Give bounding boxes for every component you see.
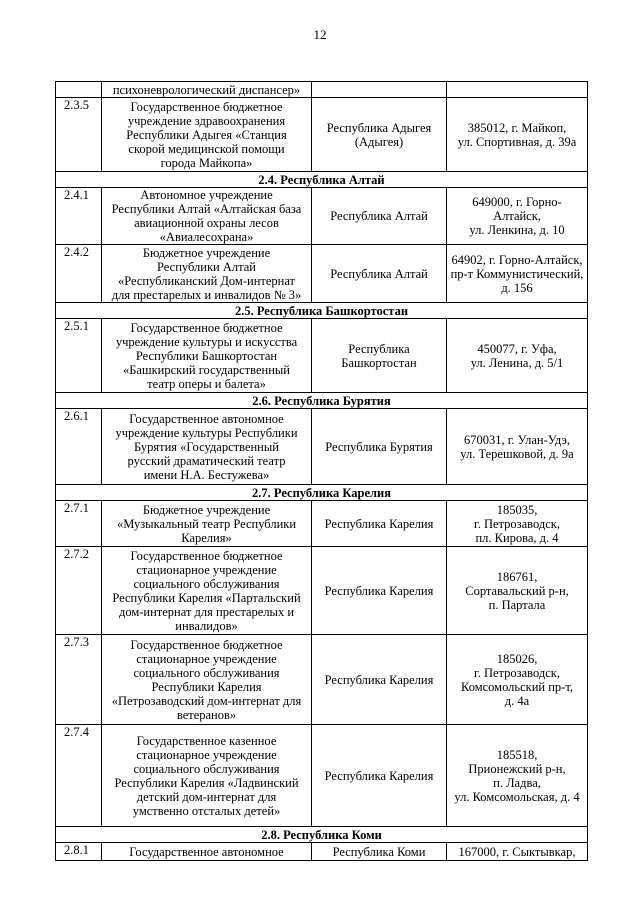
- table-body: [56, 82, 588, 861]
- address-line: Сортавальский р-н,: [465, 583, 569, 598]
- institution-name-line: Республики Карелия: [151, 679, 262, 694]
- institution-name: [102, 98, 312, 172]
- institution-name: [102, 547, 312, 635]
- institution-name-line: «Башкирский государственный: [123, 362, 290, 377]
- table-row: [56, 725, 588, 827]
- institution-name: [102, 409, 312, 485]
- section-row: [56, 303, 588, 319]
- row-number: 2.4.1: [56, 188, 102, 245]
- address-line: 64902, г. Горно-Алтайск,: [451, 252, 583, 267]
- institution-name-line: Республики Адыгея «Станция: [126, 127, 287, 142]
- region-name-line: Республика Карелия: [324, 672, 434, 687]
- address-line: пр-т Коммунистический,: [450, 266, 584, 281]
- institution-name-line: социального обслуживания: [133, 576, 280, 591]
- section-title: 2.4. Республика Алтай: [56, 172, 588, 188]
- table-row: [56, 843, 588, 861]
- address-line: 185026,: [496, 651, 538, 666]
- address-line: ул. Комсомольская, д. 4: [454, 789, 580, 804]
- address: [447, 409, 588, 485]
- institution-name-line: Государственное бюджетное: [130, 637, 283, 652]
- institution-name-line: Республики Башкортостан: [135, 348, 278, 363]
- region-name-line: Республика Коми: [332, 844, 426, 859]
- institution-name: [102, 245, 312, 303]
- table-row: [56, 82, 588, 98]
- row-number: 2.7.2: [56, 547, 102, 635]
- institution-name-line: Государственное казенное: [136, 733, 277, 748]
- address: [447, 245, 588, 303]
- institution-name-line: Бюджетное учреждение: [142, 245, 271, 260]
- institution-name-line: социального обслуживания: [133, 665, 280, 680]
- institution-name-line: «Петрозаводский дом-интернат для: [111, 693, 302, 708]
- address: [447, 501, 588, 547]
- region-name-line: Республика Алтай: [330, 266, 428, 281]
- institution-name: [102, 635, 312, 725]
- institution-name-line: города Майкопа»: [160, 155, 253, 170]
- table-row: [56, 188, 588, 245]
- region-name-line: Республика Алтай: [330, 209, 428, 223]
- address-line: 185035,: [496, 502, 538, 517]
- page-number: 12: [313, 27, 327, 42]
- address-line: ул. Спортивная, д. 39а: [457, 134, 577, 149]
- table-row: [56, 547, 588, 635]
- region-name-line: Республика Бурятия: [325, 439, 433, 454]
- institution-name-line: театр оперы и балета»: [147, 376, 266, 391]
- section-title: 2.8. Республика Коми: [56, 827, 588, 843]
- institution-name-line: имени Н.А. Бестужева»: [143, 467, 270, 482]
- address-line: ул. Ленина, д. 5/1: [470, 355, 564, 370]
- section-row: [56, 485, 588, 501]
- institution-name-line: «Музыкальный театр Республики: [116, 516, 297, 531]
- table-row: [56, 501, 588, 547]
- section-title: 2.6. Республика Бурятия: [56, 393, 588, 409]
- address-line: 450077, г. Уфа,: [477, 341, 557, 356]
- region-name-line: Республика Адыгея: [326, 120, 432, 135]
- institution-name-line: русский драматический театр: [127, 453, 286, 468]
- institution-name: [102, 501, 312, 547]
- institution-name-line: «Республиканский Дом-интернат: [117, 273, 296, 288]
- institution-name-line: социального обслуживания: [133, 761, 280, 776]
- institution-name-line: Государственное автономное: [129, 844, 284, 859]
- region-name: [312, 245, 447, 303]
- region-name-line: Республика Карелия: [324, 583, 434, 598]
- region-name: [312, 501, 447, 547]
- institution-name-line: умственно отсталых детей»: [132, 803, 281, 818]
- region-name: [312, 409, 447, 485]
- section-row: [56, 393, 588, 409]
- institution-name-line: «Авиалесохрана»: [159, 230, 254, 244]
- address-line: 670031, г. Улан-Удэ,: [463, 432, 571, 447]
- region-name-line: Республика Карелия: [324, 768, 434, 783]
- institution-name-line: Республики Алтай «Алтайская база: [111, 202, 302, 216]
- address-line: пл. Кирова, д. 4: [475, 530, 559, 545]
- section-title: 2.7. Республика Карелия: [56, 485, 588, 501]
- region-name: [312, 635, 447, 725]
- institution-name: [102, 725, 312, 827]
- institution-name-line: Республики Алтай: [157, 259, 256, 274]
- address-line: Прионежский р-н,: [468, 761, 566, 776]
- address: [447, 547, 588, 635]
- institution-name-line: дом-интернат для престарелых и: [118, 604, 295, 619]
- row-number: 2.7.1: [56, 501, 102, 547]
- institution-name-line: Государственное бюджетное: [130, 548, 283, 563]
- address-line: 167000, г. Сыктывкар,: [458, 844, 576, 859]
- address-line: г. Петрозаводск,: [474, 516, 560, 531]
- row-number: [56, 82, 102, 98]
- row-number: 2.4.2: [56, 245, 102, 303]
- institution-name-line: авиационной охраны лесов: [134, 216, 279, 230]
- institution-name-line: стационарное учреждение: [136, 651, 277, 666]
- institution-name-line: учреждение культуры и искусства: [115, 334, 298, 349]
- institution-name: [102, 82, 312, 98]
- region-name: [312, 547, 447, 635]
- address-line: 185518,: [496, 747, 538, 762]
- region-name: [312, 319, 447, 393]
- institution-name-line: детский дом-интернат для: [136, 789, 277, 804]
- row-number: 2.8.1: [56, 843, 102, 861]
- address-line: 385012, г. Майкоп,: [467, 120, 567, 135]
- address-line: д. 4а: [504, 693, 530, 708]
- institution-name-line: психоневрологический диспансер»: [112, 82, 301, 97]
- address: [447, 82, 588, 98]
- address: [447, 635, 588, 725]
- row-number: 2.7.4: [56, 725, 102, 827]
- institution-name-line: Бурятия «Государственный: [134, 439, 279, 454]
- institution-name-line: стационарное учреждение: [136, 562, 277, 577]
- row-number: 2.5.1: [56, 319, 102, 393]
- institution-name-line: Государственное бюджетное: [130, 99, 283, 114]
- institution-name-line: Республики Карелия «Партальский: [112, 590, 301, 605]
- address-line: 186761,: [496, 569, 538, 584]
- institution-name-line: скорой медицинской помощи: [128, 141, 285, 156]
- row-number: 2.6.1: [56, 409, 102, 485]
- address-line: п. Партала: [488, 597, 546, 612]
- region-name-line: Республика Карелия: [324, 516, 434, 531]
- address-line: Комсомольский пр-т,: [460, 679, 573, 694]
- region-name-line: (Адыгея): [354, 134, 404, 149]
- institution-name-line: Автономное учреждение: [140, 188, 273, 202]
- address-line: г. Петрозаводск,: [474, 665, 560, 680]
- institution-name-line: стационарное учреждение: [136, 747, 277, 762]
- region-name: [312, 843, 447, 861]
- table-row: [56, 319, 588, 393]
- institution-name-line: инвалидов»: [175, 618, 238, 633]
- section-row: [56, 172, 588, 188]
- institution-name: [102, 188, 312, 245]
- row-number: 2.7.3: [56, 635, 102, 725]
- address: [447, 843, 588, 861]
- institution-name-line: для престарелых и инвалидов № 3»: [111, 287, 302, 302]
- region-name: [312, 82, 447, 98]
- address-line: Алтайск,: [493, 209, 541, 223]
- institutions-table: [55, 81, 588, 861]
- address-line: 649000, г. Горно-: [472, 195, 562, 209]
- address-line: ул. Терешковой, д. 9а: [460, 446, 574, 461]
- address: [447, 725, 588, 827]
- institution-name-line: ветеранов»: [176, 707, 237, 722]
- row-number: 2.3.5: [56, 98, 102, 172]
- address: [447, 319, 588, 393]
- address: [447, 188, 588, 245]
- address-line: д. 156: [501, 280, 533, 295]
- region-name: [312, 725, 447, 827]
- address-line: п. Ладва,: [493, 775, 541, 790]
- institution-name-line: Государственное бюджетное: [130, 320, 283, 335]
- table-row: [56, 245, 588, 303]
- institution-name-line: Карелия»: [181, 530, 232, 545]
- institution-name-line: Государственное автономное: [129, 411, 284, 426]
- institution-name-line: Республики Карелия «Ладвинский: [114, 775, 299, 790]
- table-row: [56, 409, 588, 485]
- region-name: [312, 188, 447, 245]
- table-row: [56, 635, 588, 725]
- institution-name: [102, 843, 312, 861]
- section-title: 2.5. Республика Башкортостан: [56, 303, 588, 319]
- institution-name: [102, 319, 312, 393]
- institution-name-line: Бюджетное учреждение: [142, 502, 271, 517]
- institution-name-line: учреждение культуры Республики: [115, 425, 298, 440]
- section-row: [56, 827, 588, 843]
- address: [447, 98, 588, 172]
- address-line: ул. Ленкина, д. 10: [469, 223, 565, 237]
- region-name: [312, 98, 447, 172]
- region-name-line: Республика: [348, 341, 410, 356]
- region-name-line: Башкортостан: [341, 355, 417, 370]
- institution-name-line: учреждение здравоохранения: [127, 113, 286, 128]
- table-row: [56, 98, 588, 172]
